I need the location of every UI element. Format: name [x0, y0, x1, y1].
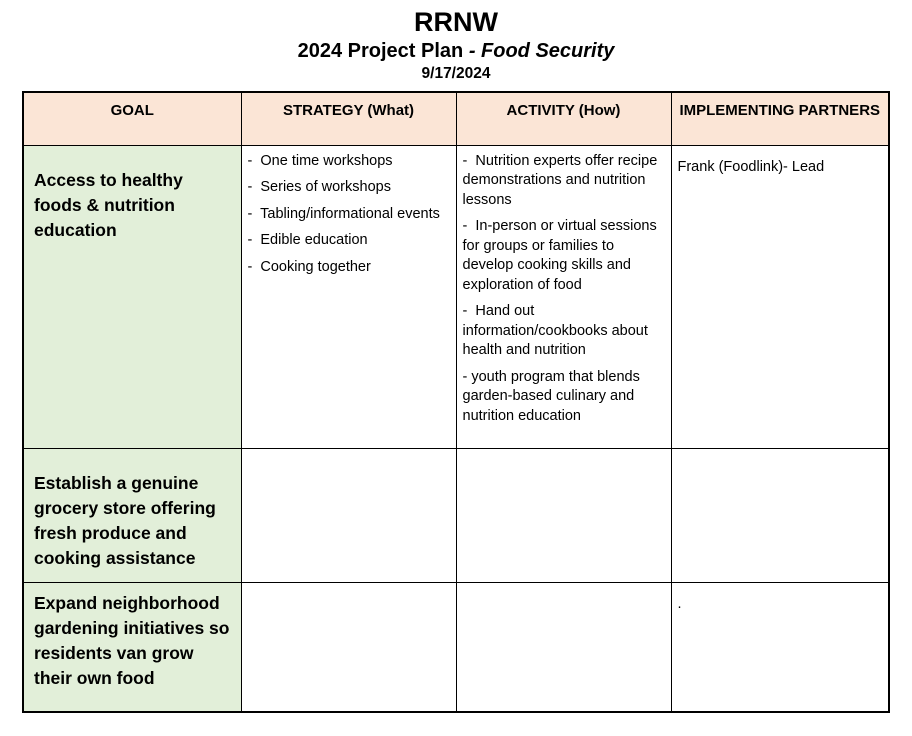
strategy-cell	[241, 448, 456, 582]
document-date: 9/17/2024	[421, 65, 491, 82]
project-plan-table	[22, 91, 890, 713]
column-header-partners: IMPLEMENTING PARTNERS	[671, 92, 889, 145]
goal-cell: Access to healthy foods & nutrition education	[23, 145, 241, 448]
goal-cell: Expand neighborhood gardening initiatives so residents van grow their own food	[23, 582, 241, 712]
strategy-list	[248, 152, 446, 278]
partners-cell	[671, 582, 889, 712]
column-header-goal: GOAL	[23, 92, 241, 145]
column-header-strategy: STRATEGY (What)	[241, 92, 456, 145]
table-row	[23, 582, 889, 712]
list-item: - Tabling/informational events	[247, 205, 440, 222]
activity-cell	[456, 582, 671, 712]
strategy-cell	[241, 582, 456, 712]
activity-cell	[456, 448, 671, 582]
partner-entry: Frank (Foodlink)- Lead	[677, 158, 825, 175]
partner-entry: .	[677, 595, 682, 612]
list-item: - Edible education	[247, 232, 368, 248]
partners-cell	[671, 448, 889, 582]
goal-cell: Establish a genuine grocery store offering fresh produce and cooking assistance	[23, 448, 241, 582]
activity-list	[463, 152, 661, 427]
strategy-cell	[241, 145, 456, 448]
partners-cell	[671, 145, 889, 448]
subtitle-emphasis: - Food Security	[468, 40, 615, 62]
document-subtitle	[0, 38, 912, 64]
column-header-activity: ACTIVITY (How)	[456, 92, 671, 145]
list-item: - Nutrition experts offer recipe demonstrations and nutrition lessons	[462, 152, 662, 208]
document-title: RRNW	[414, 7, 498, 37]
table-row	[23, 145, 889, 448]
table-row	[23, 448, 889, 582]
document-header	[0, 0, 912, 84]
list-item: - Series of workshops	[247, 179, 391, 195]
activity-cell	[456, 145, 671, 448]
list-item: - In-person or virtual sessions for groups or families to develop cooking skills and exploration of food	[462, 218, 661, 293]
list-item: - Hand out information/cookbooks about health and nutrition	[462, 303, 652, 358]
subtitle-prefix: 2024 Project Plan	[297, 40, 469, 62]
list-item: - Cooking together	[247, 258, 371, 275]
list-item: - One time workshops	[247, 152, 393, 169]
table-header-row	[23, 92, 889, 145]
list-item: - youth program that blends garden-based culinary and nutrition education	[462, 368, 644, 424]
